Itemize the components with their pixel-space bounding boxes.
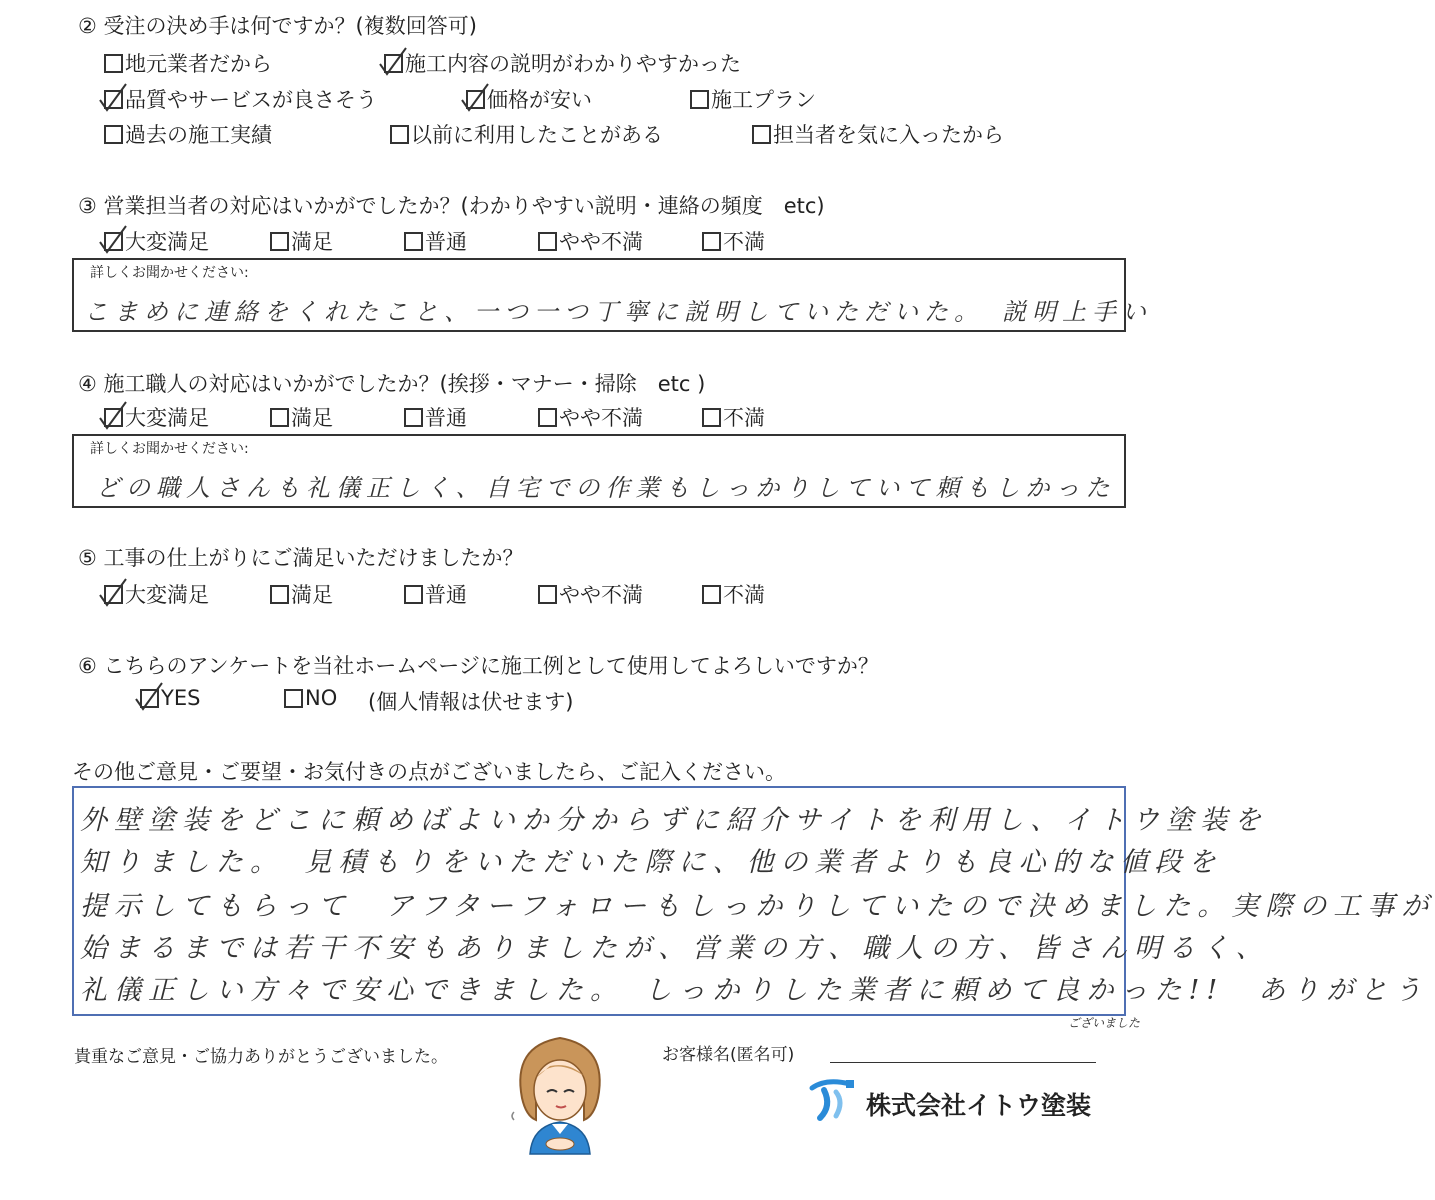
q2-option-plan[interactable] xyxy=(690,84,816,114)
checkbox[interactable] xyxy=(702,585,721,604)
q4-option-dissatisfied[interactable] xyxy=(702,402,765,432)
q2-option-explanation[interactable] xyxy=(384,48,741,78)
thanks-message: 貴重なご意見・ご協力ありがとうございました。 xyxy=(74,1047,448,1067)
q2-option-record[interactable] xyxy=(104,119,272,149)
detail-label: 詳しくお聞かせください: xyxy=(90,441,249,457)
remarks-line: 礼儀正しい方々で安心できました。 しっかりした業者に頼めて良かった!! ありがとう xyxy=(80,975,1429,1006)
remarks-overflow-text: ございました xyxy=(1068,1016,1141,1030)
option-label: 価格が安い xyxy=(487,88,592,112)
option-label: 過去の施工実績 xyxy=(125,123,272,147)
q4-option-normal[interactable] xyxy=(404,402,467,432)
checkbox-checked[interactable] xyxy=(140,689,159,708)
check-mark-icon xyxy=(98,82,128,114)
checkbox[interactable] xyxy=(270,232,289,251)
q6-option-no[interactable] xyxy=(284,686,337,710)
option-label: やや不満 xyxy=(559,230,643,254)
checkbox-checked[interactable] xyxy=(384,54,403,73)
q3-option-somewhat-dissatisfied[interactable] xyxy=(538,226,643,256)
check-mark-icon xyxy=(98,577,128,609)
checkbox[interactable] xyxy=(404,408,423,427)
q3-option-normal[interactable] xyxy=(404,226,467,256)
option-label: やや不満 xyxy=(559,406,643,430)
q5-option-dissatisfied[interactable] xyxy=(702,579,765,609)
q4-option-somewhat-dissatisfied[interactable] xyxy=(538,402,643,432)
customer-name-label: お客様名(匿名可) xyxy=(662,1045,795,1065)
q3-title: ③ 営業担当者の対応はいかがでしたか？(わかりやすい説明・連絡の頻度 etc) xyxy=(78,194,825,218)
check-mark-icon xyxy=(134,681,164,713)
checkbox-checked[interactable] xyxy=(466,90,485,109)
option-label: 施工プラン xyxy=(711,88,816,112)
q4-option-very-satisfied[interactable] xyxy=(104,402,209,432)
option-label: 普通 xyxy=(425,230,467,254)
q6-title: ⑥ こちらのアンケートを当社ホームページに施工例として使用してよろしいですか？ xyxy=(78,654,879,678)
option-label: 大変満足 xyxy=(125,583,209,607)
option-label: やや不満 xyxy=(559,583,643,607)
option-label: 満足 xyxy=(291,230,333,254)
checkbox-checked[interactable] xyxy=(104,585,123,604)
option-label: 不満 xyxy=(723,583,765,607)
check-mark-icon xyxy=(460,82,490,114)
remarks-title: その他ご意見・ご要望・お気付きの点がございましたら、ご記入ください。 xyxy=(72,760,786,784)
checkbox[interactable] xyxy=(538,408,557,427)
option-label: 満足 xyxy=(291,406,333,430)
check-mark-icon xyxy=(98,400,128,432)
checkbox[interactable] xyxy=(404,232,423,251)
q2-option-local[interactable] xyxy=(104,48,272,78)
option-label: 施工内容の説明がわかりやすかった xyxy=(405,52,741,76)
checkbox[interactable] xyxy=(104,125,123,144)
remarks-line: 外壁塗装をどこに頼めばよいか分からずに紹介サイトを利用し、イトウ塗装を xyxy=(80,805,1269,836)
checkbox-checked[interactable] xyxy=(104,408,123,427)
remarks-line: 提示してもらって アフターフォローもしっかりしていたので決めました。実際の工事が xyxy=(80,891,1435,922)
q3-handwritten-answer: こまめに連絡をくれたこと、一つ一つ丁寧に説明していただいた。 説明上手い xyxy=(84,298,1152,326)
checkbox[interactable] xyxy=(390,125,409,144)
option-label: 普通 xyxy=(425,583,467,607)
q6-option-yes[interactable] xyxy=(140,686,200,710)
option-label: 品質やサービスが良さそう xyxy=(125,88,377,112)
q4-handwritten-answer: どの職人さんも礼儀正しく、自宅での作業もしっかりしていて頼もしかった xyxy=(96,474,1116,502)
company-logo-icon xyxy=(806,1076,858,1120)
checkbox[interactable] xyxy=(270,585,289,604)
q3-option-satisfied[interactable] xyxy=(270,226,333,256)
checkbox[interactable] xyxy=(270,408,289,427)
customer-name-field[interactable] xyxy=(830,1062,1096,1063)
q5-title: ⑤ 工事の仕上がりにご満足いただけましたか？ xyxy=(78,546,524,570)
option-label: 大変満足 xyxy=(125,230,209,254)
checkbox-checked[interactable] xyxy=(104,90,123,109)
option-label: 以前に利用したことがある xyxy=(411,123,663,147)
q2-option-quality[interactable] xyxy=(104,84,377,114)
checkbox[interactable] xyxy=(702,408,721,427)
q5-option-satisfied[interactable] xyxy=(270,579,333,609)
option-label: 大変満足 xyxy=(125,406,209,430)
checkbox[interactable] xyxy=(538,232,557,251)
option-label: 不満 xyxy=(723,230,765,254)
remarks-box[interactable] xyxy=(72,786,1435,1016)
checkbox-checked[interactable] xyxy=(104,232,123,251)
q5-option-normal[interactable] xyxy=(404,579,467,609)
checkbox[interactable] xyxy=(538,585,557,604)
checkbox[interactable] xyxy=(404,585,423,604)
q4-option-satisfied[interactable] xyxy=(270,402,333,432)
q3-option-very-satisfied[interactable] xyxy=(104,226,209,256)
q2-option-staff[interactable] xyxy=(752,119,1004,149)
q4-title: ④ 施工職人の対応はいかがでしたか？(挨拶・マナー・掃除 etc ) xyxy=(78,372,706,396)
remarks-line: 知りました。 見積もりをいただいた際に、他の業者よりも良心的な値段を xyxy=(80,847,1223,878)
check-mark-icon xyxy=(98,224,128,256)
q2-option-used-before[interactable] xyxy=(390,119,663,149)
option-label: 地元業者だから xyxy=(125,52,272,76)
checkbox[interactable] xyxy=(690,90,709,109)
q2-title: ② 受注の決め手は何ですか？(複数回答可) xyxy=(78,14,477,38)
q5-option-somewhat-dissatisfied[interactable] xyxy=(538,579,643,609)
option-label: 不満 xyxy=(723,406,765,430)
checkbox[interactable] xyxy=(752,125,771,144)
q2-option-price[interactable] xyxy=(466,84,592,114)
checkbox[interactable] xyxy=(104,54,123,73)
option-label: 満足 xyxy=(291,583,333,607)
checkbox[interactable] xyxy=(702,232,721,251)
q4-comment-box[interactable] xyxy=(72,434,1126,508)
q6-note: (個人情報は伏せます) xyxy=(368,690,574,714)
option-label: 普通 xyxy=(425,406,467,430)
remarks-line: 始まるまでは若干不安もありましたが、営業の方、職人の方、皆さん明るく、 xyxy=(80,933,1270,964)
company-name: 株式会社イトウ塗装 xyxy=(866,1091,1092,1120)
option-label: YES xyxy=(161,686,201,710)
q5-option-very-satisfied[interactable] xyxy=(104,579,209,609)
check-mark-icon xyxy=(378,46,408,78)
option-label: 担当者を気に入ったから xyxy=(773,123,1004,147)
staff-character-illustration xyxy=(500,1026,620,1156)
detail-label: 詳しくお聞かせください: xyxy=(90,265,249,281)
q3-option-dissatisfied[interactable] xyxy=(702,226,765,256)
q3-comment-box[interactable] xyxy=(72,258,1152,332)
checkbox[interactable] xyxy=(284,689,303,708)
option-label: NO xyxy=(305,686,338,710)
